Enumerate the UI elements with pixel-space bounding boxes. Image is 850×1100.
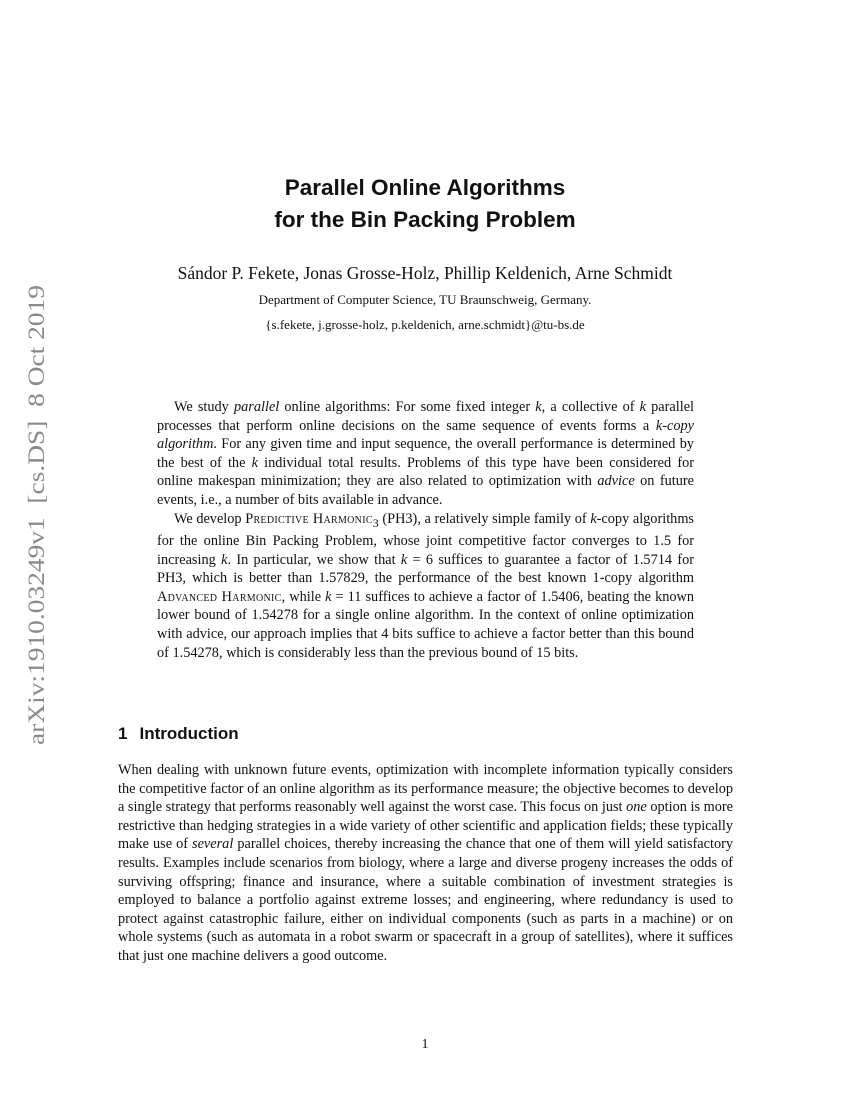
paper-title bbox=[150, 172, 700, 236]
abstract-text: We study bbox=[174, 399, 234, 415]
title-line-2: for the Bin Packing Problem bbox=[274, 207, 576, 232]
math-variable: k bbox=[400, 551, 408, 568]
math-variable: k bbox=[325, 588, 332, 605]
math-variable: k bbox=[221, 551, 228, 568]
abstract-text: -copy algorithms for the online Bin Packing Problem, whose joint competitive factor converges to 1.5 for increasing bbox=[157, 510, 694, 568]
page-number: 1 bbox=[421, 1037, 429, 1052]
intro-emphasis: several bbox=[192, 836, 234, 853]
affiliation: Department of Computer Science, TU Braunschweig, Germany. bbox=[258, 292, 592, 307]
abstract-text: parallel processes that perform online decisions on the same sequence of events forms a bbox=[157, 399, 695, 434]
title-line-1: Parallel Online Algorithms bbox=[284, 175, 566, 200]
intro-emphasis: one bbox=[626, 799, 647, 816]
arxiv-identifier-text: arXiv:1910.03249v1 [cs.DS] 8 Oct 2019 bbox=[24, 359, 49, 745]
intro-text: option is more restrictive than hedging strategies in a wide variety of other scientific and application fields; these typically make use of bbox=[118, 799, 733, 853]
arxiv-identifier-stamp bbox=[12, 280, 56, 745]
abstract-emphasis: k-copy algorithm bbox=[157, 417, 694, 453]
math-variable: k bbox=[251, 454, 258, 471]
abstract-paragraph-2 bbox=[157, 510, 694, 663]
abstract-text: individual total results. Problems of this type have been considered for online makespan minimization; they are also related to optimization with bbox=[157, 454, 694, 490]
author-list: Sándor P. Fekete, Jonas Grosse-Holz, Phillip Keldenich, Arne Schmidt bbox=[177, 263, 673, 283]
algorithm-name: Advanced Harmonic bbox=[157, 588, 282, 605]
abstract-text: . For any given time and input sequence, the overall performance is determined by the best of the bbox=[157, 436, 694, 471]
math-variable: k bbox=[590, 510, 597, 527]
abstract-text: We develop bbox=[174, 510, 246, 527]
intro-text: When dealing with unknown future events, optimization with incomplete information typically considers the competitive factor of an online algorithm as its performance measure; the objective becomes to develop a single strategy that performs reasonably well against the worst case. This focus on just bbox=[118, 762, 733, 816]
abstract-text: (PH3), a relatively simple family of bbox=[378, 510, 591, 527]
abstract-emphasis: advice bbox=[597, 473, 635, 490]
section-title: Introduction bbox=[139, 724, 239, 743]
section-heading bbox=[118, 724, 239, 744]
abstract-text: . In particular, we show that bbox=[227, 551, 401, 568]
abstract-text: on future events, i.e., a number of bits available in advance. bbox=[157, 473, 694, 508]
abstract-text: , while bbox=[281, 588, 326, 605]
intro-text: parallel choices, thereby increasing the chance that one of them will yield satisfactory results. Examples include scenarios from biology, where a large and diverse progeny increases the odds of surviving offspring; finance and insurance, where a suitable combination of investment strategies is employed to balance a portfolio against extreme losses; and engineering, where redundancy is used to protect against catastrophic failure, either on individual components (such as parts in a machine) or on whole systems (such as automata in a robot swarm or spacecraft in a group of satellites), where it suffices that just one machine delivers a good outcome. bbox=[118, 836, 734, 964]
math-variable: k bbox=[639, 399, 646, 415]
abstract-emphasis: parallel bbox=[233, 399, 280, 415]
algorithm-subscript: 3 bbox=[372, 515, 379, 530]
abstract-paragraph-1 bbox=[157, 398, 694, 510]
abstract-text: , a collective of bbox=[541, 399, 640, 415]
abstract-text: = 6 suffices to guarantee a factor of 1.5714 for PH3, which is better than 1.57829, the performance of the best known 1-copy algorithm bbox=[157, 551, 695, 587]
section-number: 1 bbox=[118, 724, 128, 743]
author-emails: {s.fekete, j.grosse-holz, p.keldenich, arne.schmidt}@tu-bs.de bbox=[265, 317, 585, 332]
abstract-text: online algorithms: For some fixed integer bbox=[279, 399, 536, 415]
abstract-text: = 11 suffices to achieve a factor of 1.5406, beating the known lower bound of 1.54278 for a single online algorithm. In the context of online optimization with advice, our approach implies that 4 bits suffice to achieve a factor better than this bound of 1.54278, which is considerably less than the previous bound of 15 bits. bbox=[157, 588, 694, 661]
introduction-paragraph bbox=[118, 761, 733, 966]
math-variable: k bbox=[535, 399, 542, 415]
abstract bbox=[157, 398, 694, 662]
algorithm-name: Predictive Harmonic bbox=[245, 510, 373, 527]
